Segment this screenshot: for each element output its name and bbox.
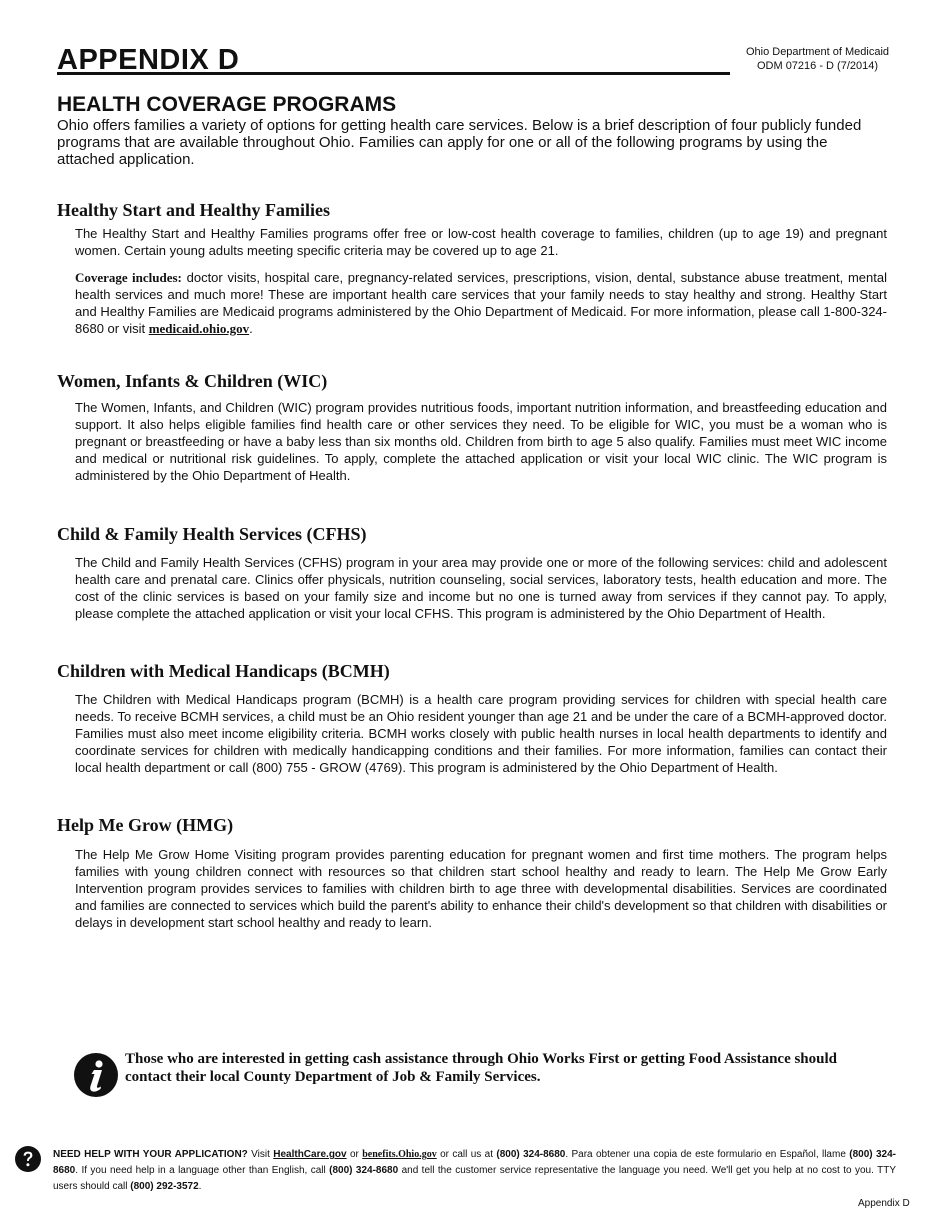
form-header [735, 45, 900, 73]
section-paragraph: The Help Me Grow Home Visiting program provides parenting education for pregnant women and first time mothers. The program helps families with young children connect with resources so that children start school healthy and ready to learn. The Help Me Grow Early Intervention program provides services to families with children birth to age three with developmental disabilities. Services are coordinated and families are connected to services which build the parent's ability to enhance their child's development so that children with disabilities or delays in development start school healthy and ready to learn. [75, 847, 887, 930]
section-body-bcmh [75, 691, 887, 786]
help-language-text: . If you need help in a language other than English, call [75, 1165, 330, 1176]
help-tty-phone: (800) 292-3572 [130, 1181, 199, 1192]
section-body-healthy-start [75, 225, 887, 347]
section-paragraph: The Women, Infants, and Children (WIC) program provides nutritious foods, important nutrition information, and breastfeeding education and support. It also helps eligible families find health care or other services they need. To be eligible for WIC, you must be a woman who is pregnant or breastfeeding or have a baby less than six months old. Children from birth to age 5 also qualify. Families must meet WIC income and medical or nutritional risk guidelines. To apply, complete the attached application or visit your local WIC clinic. The WIC program is administered by the Ohio Department of Health. [75, 400, 887, 483]
appendix-title: APPENDIX D [57, 44, 240, 76]
form-number: ODM 07216 - D (7/2014) [756, 60, 879, 72]
section-title-cfhs: Child & Family Health Services (CFHS) [57, 524, 367, 544]
section-body-cfhs [75, 554, 887, 632]
question-icon [15, 1146, 41, 1172]
title-divider [57, 72, 730, 75]
help-spanish-text: . Para obtener una copia de este formulario en Español, llame [565, 1149, 850, 1160]
healthcare-gov-link[interactable]: HealthCare.gov [273, 1149, 347, 1160]
intro-paragraph: Ohio offers families a variety of options for getting health care services. Below is a brief description of four publicly funded programs that are available throughout Ohio. Families can apply for one or all of the following programs by using the attached application. [57, 117, 862, 168]
section-paragraph: The Healthy Start and Healthy Families programs offer free or low-cost health coverage to families, children (up to age 19) and pregnant women. Certain young adults meeting specific criteria may be covered up to age 21. [75, 226, 887, 258]
help-tell-text: and tell the customer service representative the language you need. We'll get you help at no cost to you. TTY users should call [53, 1165, 896, 1192]
cash-assistance-text: Those who are interested in getting cash assistance through Ohio Works First or getting Food Assistance should contact their local County Department of Job & Family Services. [125, 1051, 838, 1085]
agency-name: Ohio Department of Medicaid [745, 46, 890, 58]
coverage-lead: Coverage includes: [75, 270, 182, 285]
help-phone-2: (800) 324-8680 [53, 1149, 896, 1176]
benefits-ohio-link[interactable]: benefits.Ohio.gov [362, 1149, 437, 1160]
section-title-healthy-start: Healthy Start and Healthy Families [57, 200, 330, 220]
help-phone-3: (800) 324-8680 [329, 1165, 399, 1176]
help-visit-text: Visit [247, 1149, 274, 1160]
help-end: . [198, 1181, 202, 1192]
section-paragraph: The Child and Family Health Services (CFHS) program in your area may provide one or more of the following services: child and adolescent health care and prenatal care. Clinics offer physicals, nutrition counseling, social services, laboratory tests, health education and more. The cost of the clinic services is based on your family size and income but no one is turned away from services if they cannot pay. To apply, please complete the attached application or visit your local CFHS. This program is administered by the Ohio Department of Health. [75, 555, 887, 621]
medicaid-link[interactable]: medicaid.ohio.gov [148, 321, 250, 336]
help-phone-1: (800) 324-8680 [496, 1149, 566, 1160]
section-title-wic: Women, Infants & Children (WIC) [57, 371, 328, 391]
section-title-hmg: Help Me Grow (HMG) [57, 815, 234, 835]
info-icon [74, 1053, 118, 1097]
coverage-paragraph [75, 269, 887, 337]
section-paragraph: The Children with Medical Handicaps program (BCMH) is a health care program providing services for children with special health care needs. To receive BCMH services, a child must be an Ohio resident younger than age 21 and be under the care of a BCMH-approved doctor. Families must also meet income eligibility criteria. BCMH works closely with public health nurses in local health departments to identify and coordinate services for children with medically handicapping conditions and their families. For more information, families can contact their local health department or call (800) 755 - GROW (4769). This program is administered by the Ohio Department of Health. [75, 692, 887, 775]
page-footer: Appendix D [858, 1198, 910, 1209]
coverage-text: doctor visits, hospital care, pregnancy-related services, prescriptions, vision, dental, substance abuse treatment, mental health services and much more! These are important health care services that your family needs to stay healthy and strong. Healthy Start and Healthy Families are Medicaid programs administered by the Ohio Department of Medicaid. For more information, please call 1-800-324-8680 or visit [75, 270, 887, 336]
help-call-text: or call us at [436, 1149, 497, 1160]
coverage-end: . [249, 321, 253, 336]
page-title: HEALTH COVERAGE PROGRAMS [57, 93, 397, 116]
help-lead: NEED HELP WITH YOUR APPLICATION? [53, 1149, 248, 1160]
help-text [53, 1147, 896, 1195]
help-or-text: or [346, 1149, 363, 1160]
section-title-bcmh: Children with Medical Handicaps (BCMH) [57, 661, 390, 681]
section-body-wic [75, 399, 887, 494]
section-body-hmg [75, 846, 887, 941]
